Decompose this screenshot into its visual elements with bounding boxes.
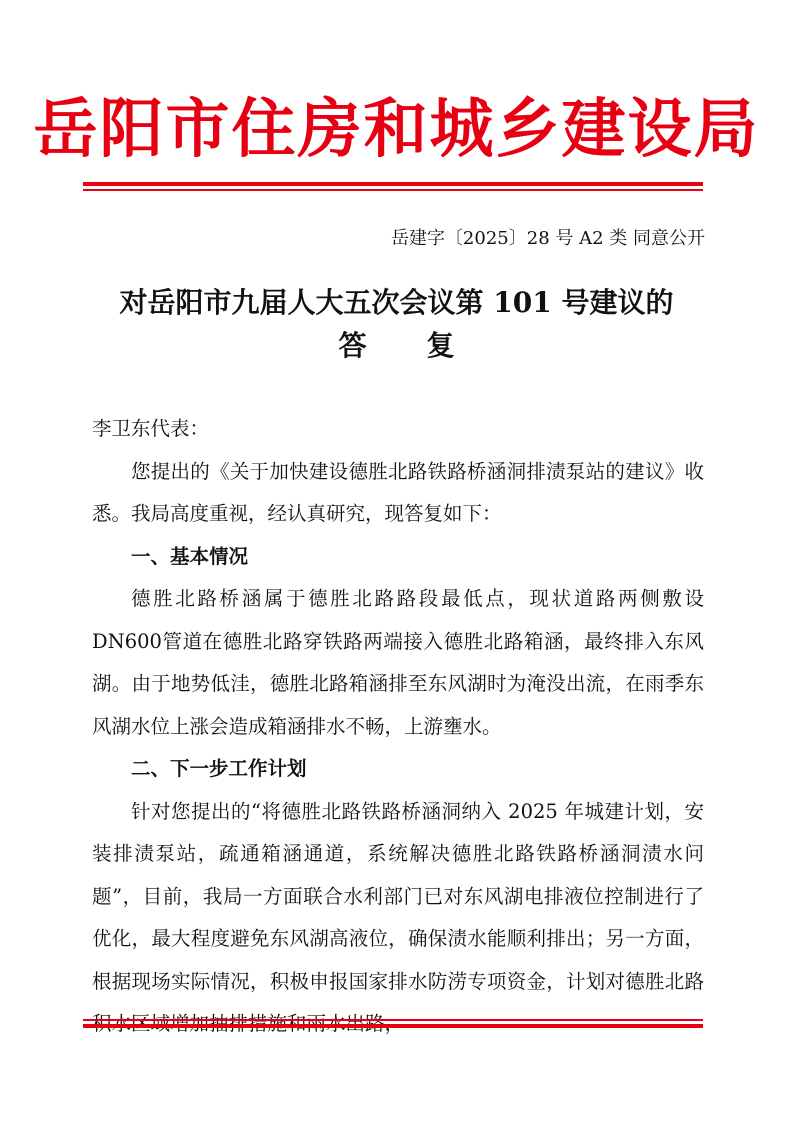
section1-heading: 一、基本情况	[131, 544, 249, 568]
footer-rule-thick	[83, 1024, 703, 1028]
section2-paragraph: 针对您提出的“将德胜北路铁路桥涵洞纳入 2025 年城建计划，安装排渍泵站，疏通箱涵通道，系统解决德胜北路铁路桥涵洞渍水问题”，目前，我局一方面联合水利部门已对东风湖电排液位控制进行了优化，最大程度避免东风湖高液位，确保渍水能顺利排出；另一方面，根据现场实际情况，积极申报国家排水防涝专项资金，计划对德胜北路	[92, 799, 704, 993]
header-rule-thin	[83, 189, 703, 191]
footer-rule-thin	[83, 1019, 703, 1021]
document-body	[92, 408, 704, 1046]
header-rule-thick	[83, 182, 703, 186]
org-header-title: 岳阳市住房和城乡建设局	[33, 92, 760, 167]
section1-paragraph: 德胜北路桥涵属于德胜北路路段最低点，现状道路两侧敷设DN600管道在德胜北路穿铁路两端接入德胜北路箱涵，最终排入东风湖。由于地势低洼，德胜北路箱涵排至东风湖时为淹没出流，在雨季东风湖水位上涨会造成箱涵排水不畅，上游壅水。	[92, 587, 704, 738]
section2-heading: 二、下一步工作计划	[131, 757, 307, 780]
document-title-line1: 对岳阳市九届人大五次会议第 101 号建议的	[119, 286, 674, 319]
document-number: 岳建字〔2025〕28 号 A2 类 同意公开	[390, 228, 705, 249]
salutation: 李卫东代表：	[92, 417, 210, 440]
document-title-line2: 答复	[338, 329, 515, 362]
intro-paragraph: 您提出的《关于加快建设德胜北路铁路桥涵洞排渍泵站的建议》收悉。我局高度重视，经认真研究，现答复如下：	[92, 459, 704, 525]
